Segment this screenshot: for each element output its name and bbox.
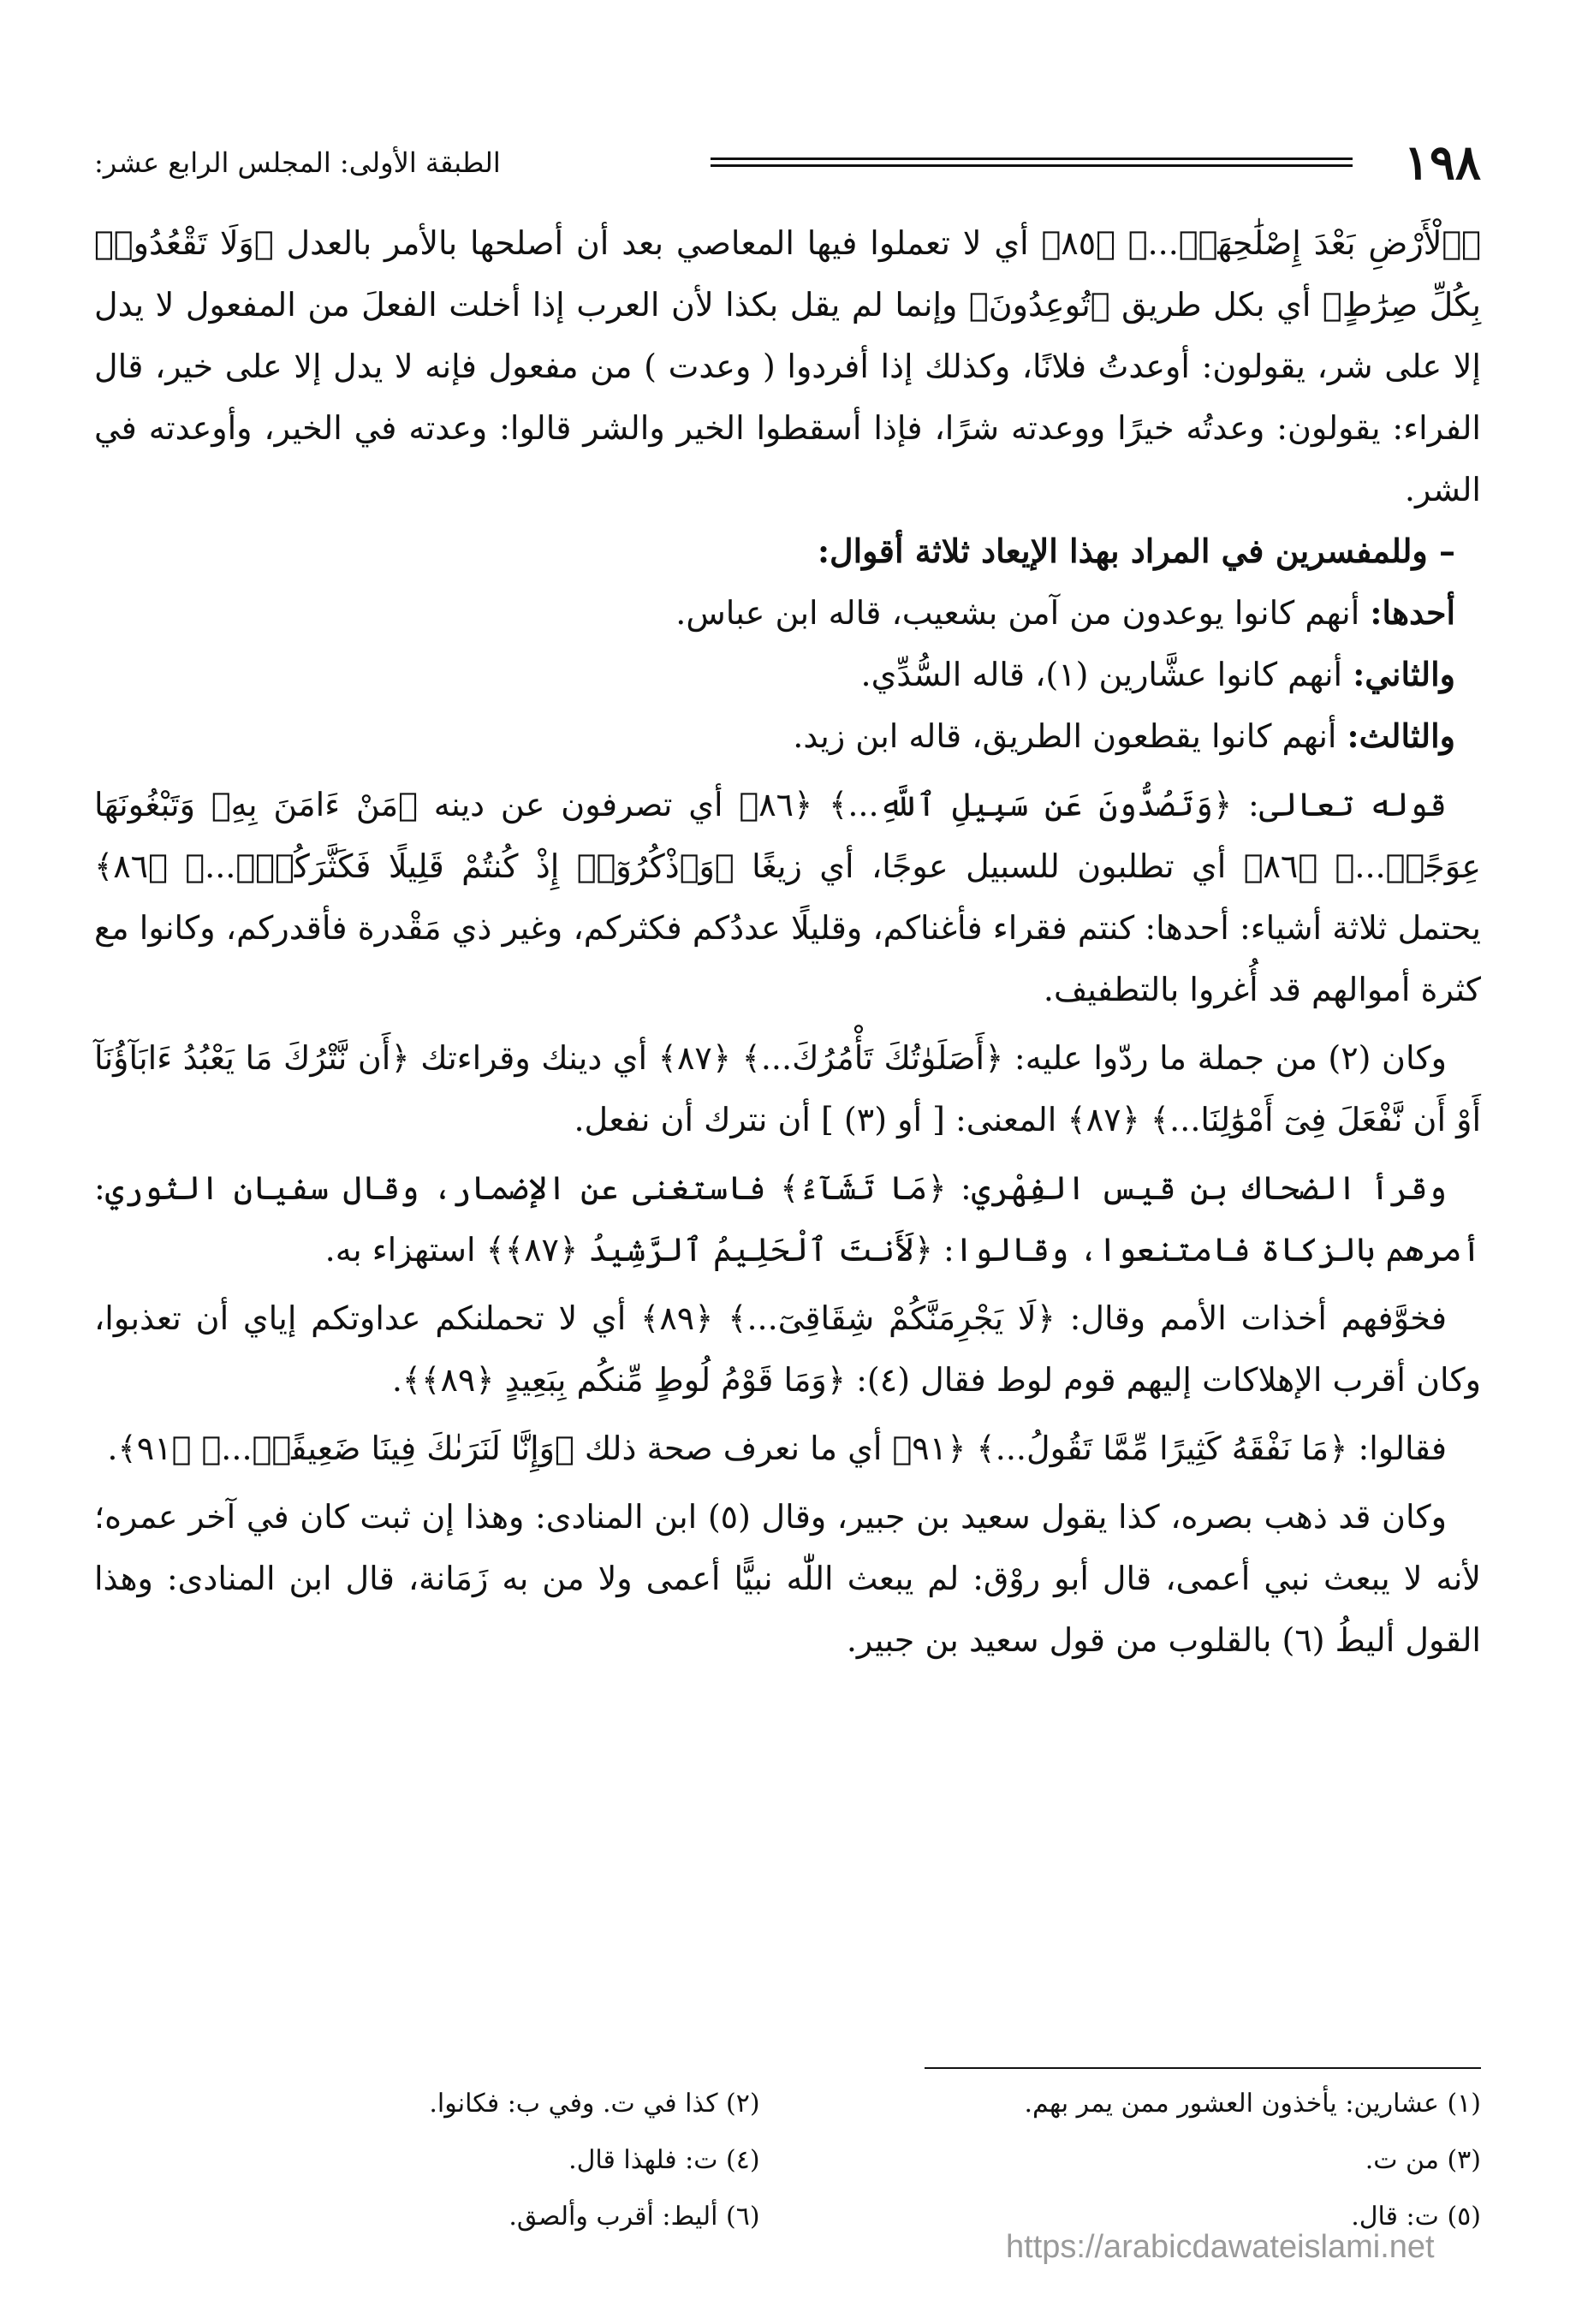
opinion-item-3: [94, 705, 1481, 767]
page-header: [94, 128, 1481, 197]
opinion-label: أحدها:: [1370, 593, 1455, 632]
header-double-rule: [711, 158, 1353, 167]
footnote-row: [94, 2076, 1481, 2132]
opinion-text: أنهم كانوا يوعدون من آمن بشعيب، قاله ابن عباس.: [675, 594, 1371, 632]
opinion-label: والثالث:: [1347, 716, 1455, 755]
main-text: [94, 212, 1481, 1671]
watermark-url: https://arabicdawateislami.net: [1006, 2229, 1435, 2265]
footnote-2: (٢) كذا في ت. وفي ب: فكانوا.: [429, 2089, 760, 2119]
paragraph-verse-commentary-2: قوله تعالى: ﴿وَتَصُدُّونَ عَن سَبِيلِ ٱللَّهِ...﴾ ﴿٨٦﴾ أي تصرفون عن دينه ﴿مَنْ ءَامَنَ بِهِۦ وَتَبْغُونَهَا عِوَجًاۚ...﴾ ﴿٨٦﴾ أي تطلبون للسبيل عوجًا، أي زيغًا ﴿وَٱذْكُرُوٓا۟ إِذْ كُنتُمْ قَلِيلًا فَكَثَّرَكُمْۖ...﴾ ﴿٨٦﴾ يحتمل ثلاثة أشياء: أحدها: كنتم فقراء فأغناكم، وقليلًا عددُكم فكثركم، وغير ذي مَقْدرة فأقدركم، وكانوا مع كثرة أموالهم قد أُغروا بالتطفيف.: [94, 786, 1482, 1008]
section-heading: – وللمفسرين في المراد بهذا الإيعاد ثلاثة أقوال:: [817, 532, 1455, 570]
paragraph-verse-commentary-1: ﴿ٱلْأَرْضِ بَعْدَ إِصْلَٰحِهَاۚ...﴾ ﴿٨٥﴾ أي لا تعملوا فيها المعاصي بعد أن أصلحها بالأمر بالعدل ﴿وَلَا تَقْعُدُوا۟ بِكُلِّ صِرَٰطٍ﴾ أي بكل طريق ﴿تُوعِدُونَ﴾ وإنما لم يقل بكذا لأن العرب إذا أخلت الفعلَ من المفعول لا يدل إلا على شر، يقولون: أوعدتُ فلانًا، وكذلك إذا أفردوا ( وعدت ) من مفعول فإنه لا يدل إلا على خير، قال الفراء: يقولون: وعدتُه خيرًا ووعدته شرًا، فإذا أسقطوا الخير والشر قالوا: وعدته في الخير، وأوعدته في الشر.: [94, 224, 1481, 508]
footnotes: [94, 2076, 1481, 2245]
paragraph-verse-commentary-7: وكان قد ذهب بصره، كذا يقول سعيد بن جبير، وقال (٥) ابن المنادى: وهذا إن ثبت كان في آخر عمره؛ لأنه لا يبعث نبي أعمى، قال أبو روْق: لم يبعث اللّٰه نبيًّا أعمى ولا من به زَمَانة، قال ابن المنادى: وهذا القول أليطُ (٦) بالقلوب من قول سعيد بن جبير.: [94, 1498, 1481, 1659]
opinion-item-2: [94, 644, 1481, 705]
opinion-item-1: [94, 582, 1481, 644]
footnote-4: (٤) ت: فلهذا قال.: [568, 2145, 760, 2175]
paragraph-verse-commentary-5: فخوَّفهم أخذات الأمم وقال: ﴿لَا يَجْرِمَنَّكُمْ شِقَاقِىٓ...﴾ ﴿٨٩﴾ أي لا تحملنكم عداوتكم إياي أن تعذبوا، وكان أقرب الإهلاكات إليهم قوم لوط فقال (٤): ﴿وَمَا قَوْمُ لُوطٍ مِّنكُم بِبَعِيدٍ ﴿٨٩﴾﴾.: [94, 1299, 1481, 1399]
footnote-3: (٣) من ت.: [1365, 2145, 1481, 2175]
paragraph-verse-commentary-4: وقرأ الضحاك بن قيس الفِهْري: ﴿مَا تَشَآءُ﴾ فاستغنى عن الإضمار، وقال سفيان الثوري: أمرهم بالزكاة فامتنعوا، وقالوا: ﴿لَأَنتَ ٱلْحَلِيمُ ٱلرَّشِيدُ ﴿٨٧﴾﴾ استهزاء به.: [94, 1169, 1481, 1269]
footnote-6: (٦) أليط: أقرب وألصق.: [508, 2202, 760, 2232]
footnote-separator: [925, 2067, 1481, 2069]
footnote-5: (٥) ت: قال.: [1351, 2202, 1481, 2232]
opinion-text: أنهم كانوا يقطعون الطريق، قاله ابن زيد.: [793, 717, 1347, 755]
paragraph-verse-commentary-3: وكان (٢) من جملة ما ردّوا عليه: ﴿أَصَلَوٰتُكَ تَأْمُرُكَ...﴾ ﴿٨٧﴾ أي دينك وقراءتك ﴿أَن نَّتْرُكَ مَا يَعْبُدُ ءَابَآؤُنَآ أَوْ أَن نَّفْعَلَ فِىٓ أَمْوَٰلِنَا...﴾ ﴿٨٧﴾ المعنى: [ أو (٣) ] أن نترك أن نفعل.: [94, 1039, 1481, 1138]
paragraph-verse-commentary-6: فقالوا: ﴿مَا نَفْقَهُ كَثِيرًا مِّمَّا تَقُولُ...﴾ ﴿٩١﴾ أي ما نعرف صحة ذلك ﴿وَإِنَّا لَنَرَىٰكَ فِينَا ضَعِيفًاۖ...﴾ ﴿٩١﴾.: [107, 1429, 1447, 1467]
footnote-row: [94, 2132, 1481, 2189]
opinion-text: أنهم كانوا عشَّارين (١)، قاله السُّدِّي.: [860, 656, 1353, 693]
running-title: الطبقة الأولى: المجلس الرابع عشر:: [94, 146, 501, 179]
footnote-1: (١) عشارين: يأخذون العشور ممن يمر بهم.: [1024, 2089, 1481, 2119]
page-number: ١٩٨: [1403, 134, 1481, 191]
opinion-label: والثاني:: [1353, 655, 1455, 693]
